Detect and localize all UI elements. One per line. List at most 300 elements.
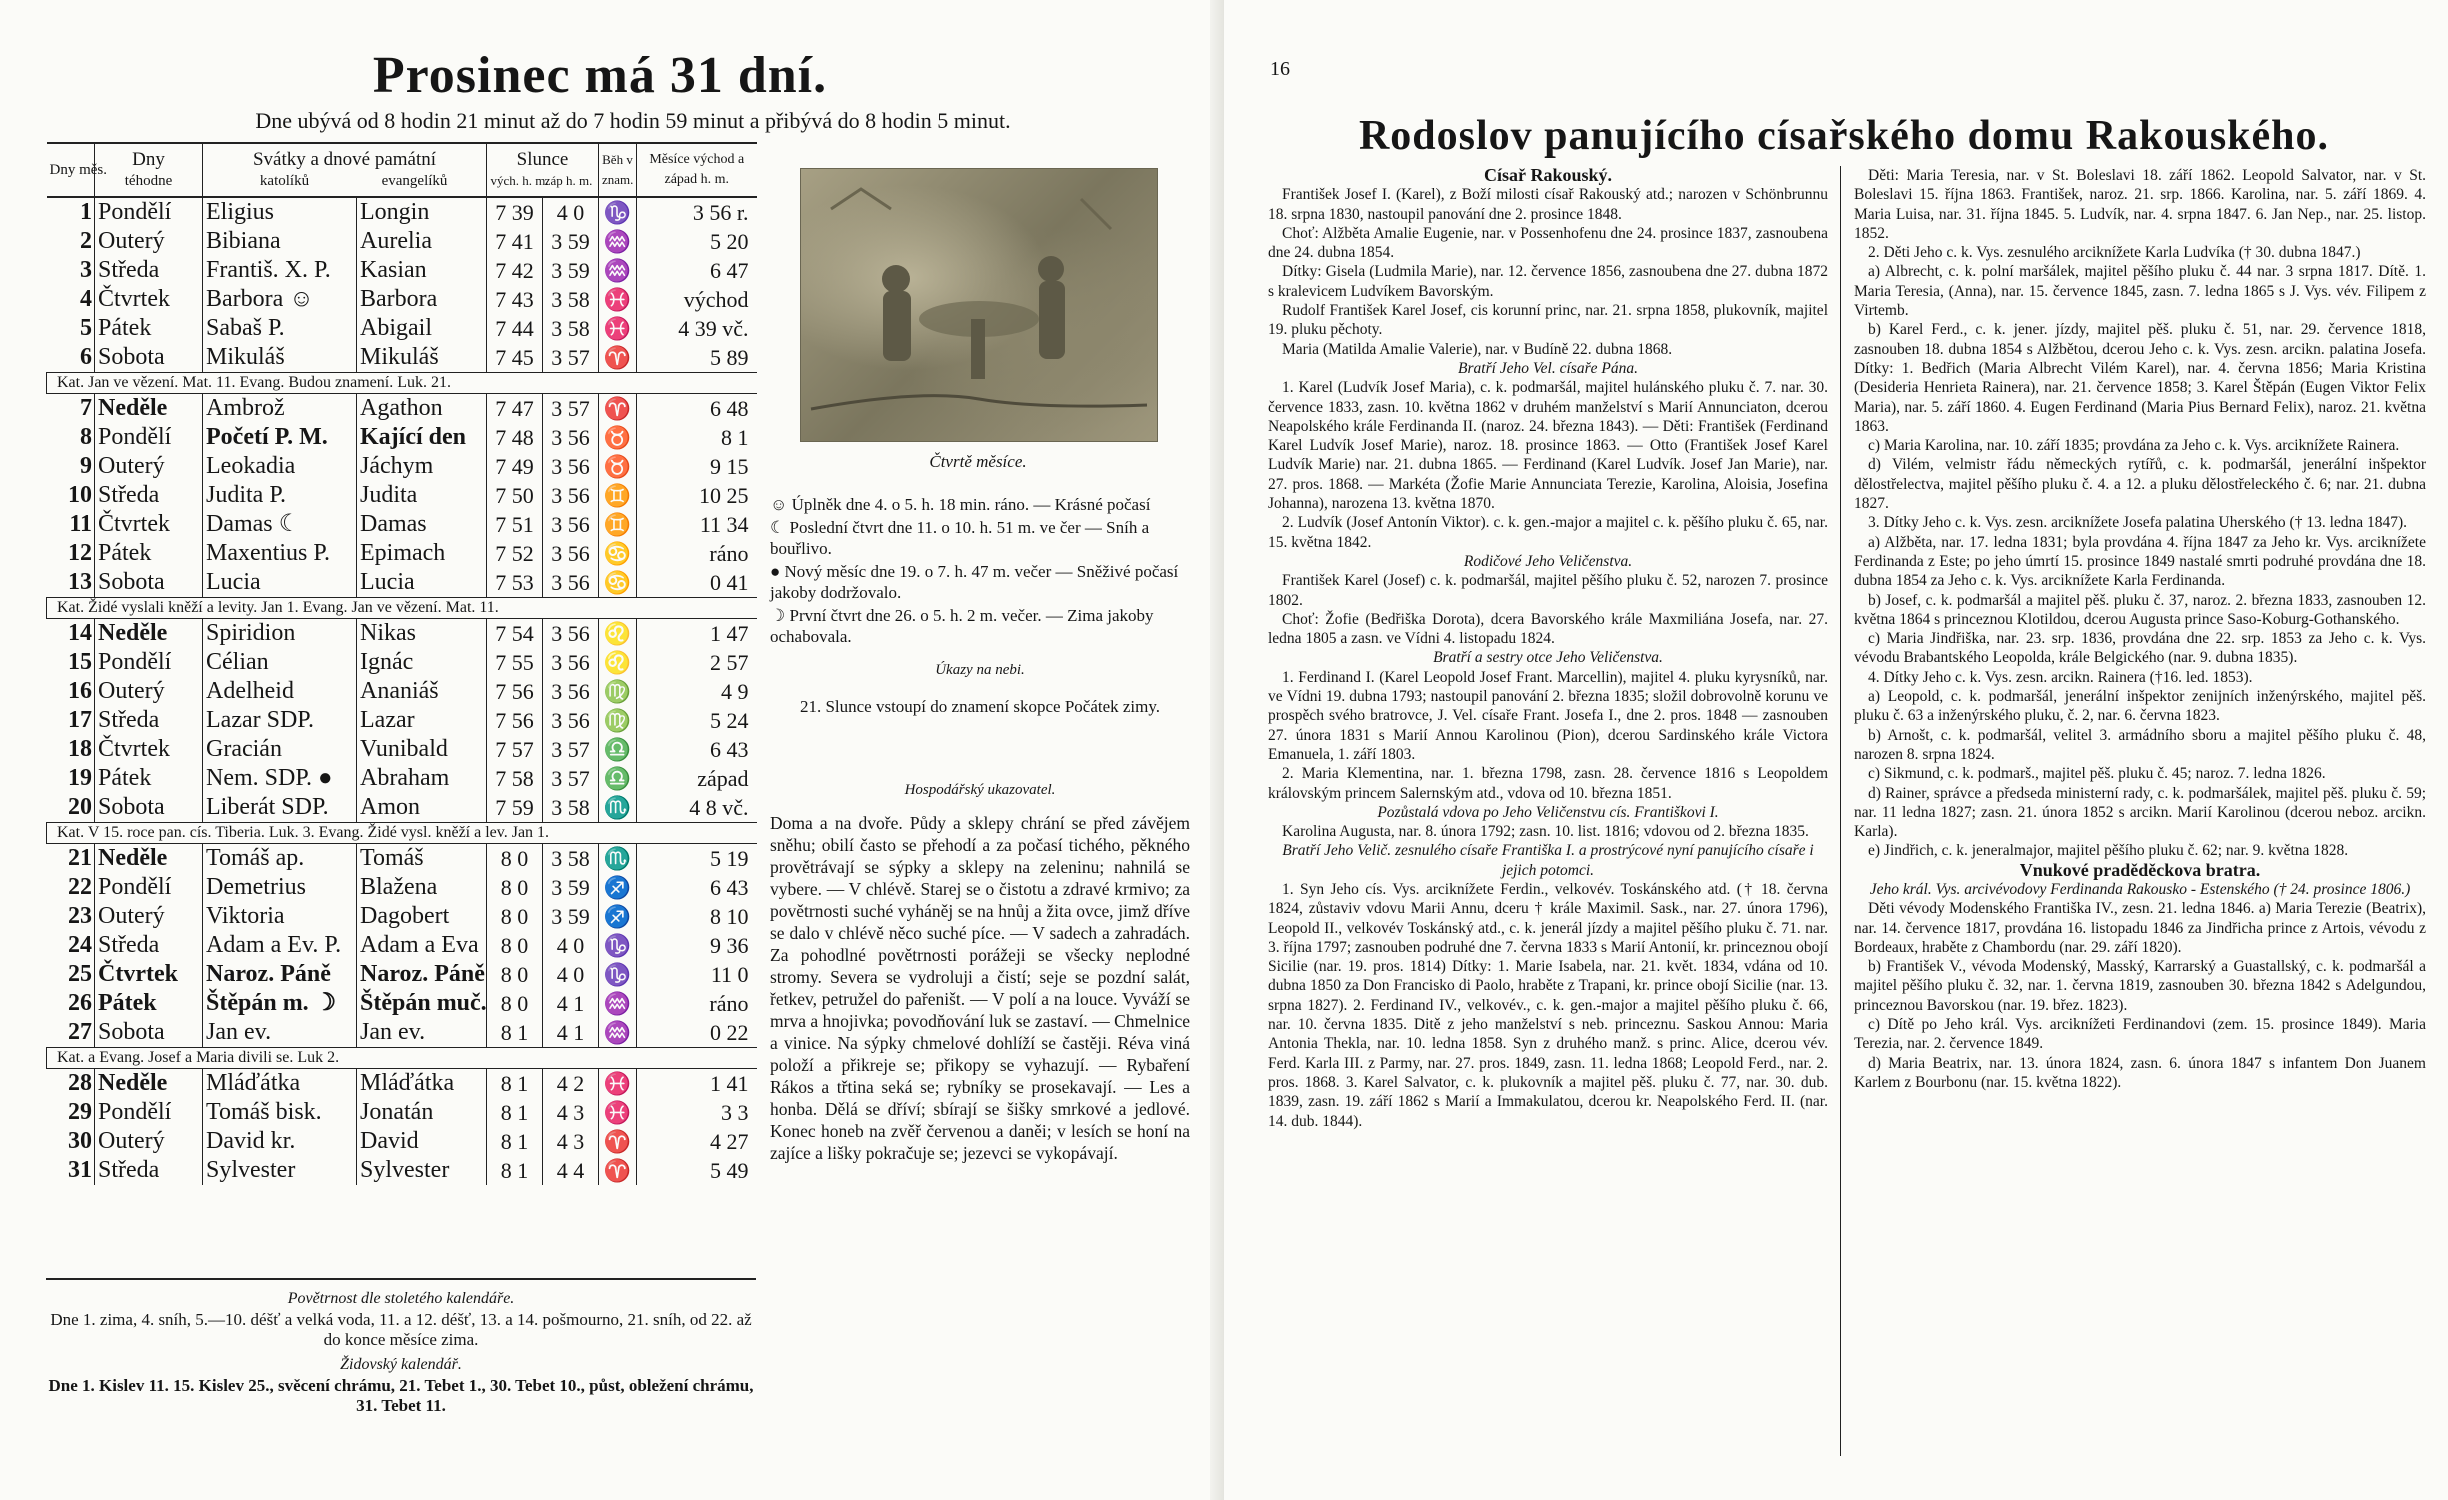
header-set: záp h. m.	[544, 172, 593, 188]
weekday: Středa	[95, 931, 203, 960]
weekday: Pátek	[95, 314, 203, 343]
zodiac-sign: ♋	[599, 568, 637, 598]
genealogy-paragraph: c) Maria Karolina, nar. 10. září 1835; provdána za Jeho c. k. Vys. arciknížete Rainera.	[1868, 437, 2400, 455]
evangelic-feast: Naroz. Páně	[357, 960, 487, 989]
genealogy-paragraph: b) Arnošt, c. k. podmaršál, velitel 3. armádního sboru a majitel pěšího pluku č. 48, narozen 8. srpna 1824.	[1854, 726, 2426, 763]
engraving-caption: Čtvrtě měsíce.	[929, 452, 1027, 471]
evangelic-feast: Aurelia	[357, 227, 487, 256]
catholic-feast: Lucia	[203, 568, 357, 598]
zodiac-sign: ♎	[599, 764, 637, 793]
moon-time: 5 49	[637, 1156, 757, 1185]
catholic-feast: Štěpán m. ☽	[203, 989, 357, 1018]
evangelic-feast: Epimach	[357, 539, 487, 568]
day-number: 1	[80, 199, 92, 225]
sunset: 3 58	[543, 314, 599, 343]
header-weekday-bottom: téhodne	[124, 172, 173, 189]
day-number: 16	[68, 678, 92, 704]
day-number: 10	[68, 482, 92, 508]
sunset: 3 57	[543, 764, 599, 793]
calendar-row	[47, 423, 757, 452]
sunset: 3 59	[543, 227, 599, 256]
weekday: Neděle	[95, 1069, 203, 1099]
evangelic-feast: Mikuláš	[357, 343, 487, 373]
weather-text: Dne 1. zima, 4. sníh, 5.—10. déšť a velká voda, 11. a 12. déšť, 13. a 14. pošmourno, 21. sníh, od 22. až do konce měsíce zima.	[50, 1310, 752, 1349]
moon-time: 1 47	[637, 619, 757, 649]
moon-time: 5 20	[637, 227, 757, 256]
catholic-feast: Sabaš P.	[203, 314, 357, 343]
sunrise: 7 41	[487, 227, 543, 256]
calendar-row	[47, 1069, 757, 1099]
zodiac-sign: ♊	[599, 510, 637, 539]
calendar-row	[47, 706, 757, 735]
evangelic-feast: Lazar	[357, 706, 487, 735]
weekday: Neděle	[95, 619, 203, 649]
genealogy-paragraph: b) Karel Ferd., c. k. jener. jízdy, majitel pěš. pluku č. 51, nar. 29. července 1818, zasnouben 18. dubna 1854 s Alžbětou, dcerou Jeho c. k. Vys. zesn. arcikn. palatina Josefa. Dítky: 1. Bedřich (Maria Albrecht Vilém Karel), nar. 4. června 1856; Maria Kristina (Desideria Henrieta Rainera), nar. 21. července 1858; 3. Karel Štěpán (Eugen Viktor Felix Maria), nar. 5. září 1860. 4. Eugen Ferdinand (Maria Pius Bernard Felix), naroz. 21. května 1863.	[1854, 321, 2426, 435]
sunrise: 7 47	[487, 394, 543, 424]
calendar-row	[47, 452, 757, 481]
zodiac-sign: ♒	[599, 1018, 637, 1048]
header-evangelic: evangelíků	[381, 172, 448, 189]
day-number: 8	[80, 424, 92, 450]
genealogy-page	[1224, 0, 2448, 1500]
evangelic-feast: Barbora	[357, 285, 487, 314]
header-moon: Měsíce východ a západ h. m.	[637, 143, 757, 197]
sunset: 4 4	[543, 1156, 599, 1185]
weekday: Středa	[95, 481, 203, 510]
moon-time: 3 56 r.	[637, 197, 757, 227]
sunrise: 7 56	[487, 677, 543, 706]
genealogy-paragraph: b) Josef, c. k. podmaršál a majitel pěš. pluku č. 37, naroz. 2. března 1833, zasnouben 12. května 1864 s princeznou Klotildou, dcerou Augusta prince Saso-Koburg-Gothanského.	[1854, 591, 2426, 628]
zodiac-sign: ♉	[599, 423, 637, 452]
genealogy-paragraph: Choť: Alžběta Amalie Eugenie, nar. v Possenhofenu dne 24. prosince 1837, zasnoubena dne 24. dubna 1854.	[1268, 224, 1828, 262]
engraving-scene	[801, 169, 1157, 441]
genealogy-paragraph: 1. Syn Jeho cís. Vys. arciknížete Ferdin., velkovév. Toskánského atd. († 18. června 1824, zůstaviv vdovu Marii Annu, dceru † krále Maximil. Sask., nar. 27. února 1796), Leopold II., velkovév Toskánský atd., c. k. jenerál jízdy a majitel pěšího pluku č. 71. nar. 3. října 1797; zasnouben podruhé dne 7. června 1833 s Marií Antonií, kr. princeznou obojí Sicilie (nar. 19. pros. 1814) Dítky: 1. Marie Isabela, nar. 21. květ. 1834, vdána od 10. dubna 1850 za Don Francisko di Paolo, hraběte z Trapani, kr. prince obojí Sicilie (nar. 13. srpna 1827). 2. Ferdinand IV., velkovév., c. k. gen.-major a majitel pěšího pluku č. 66, nar. 10. června 1835. Ditě z jeho manželství s neb. princeznu. Saskou Annou: Maria Antonia Thekla, nar. 10. ledna 1858. Syn z druhého manž. s princ. Alice, dcerou vév. Ferd. Karla III. z Parmy, nar. 27. pros. 1849, zasn. 11. ledna 1868; Leopold Ferd., nar. 2. pros. 1868. 3. Karel Salvator, c. k. plukovník a majitel pěš. pluku č. 77, nar. 30. dub. 1839, zasn. 19. září 1862 s Marií a Immakulatou, dcerou kr. Neapolského Ferd. II. (nar. 14. dub. 1844).	[1268, 880, 1828, 1130]
weekday: Outerý	[95, 227, 203, 256]
zodiac-sign: ♋	[599, 539, 637, 568]
sunset: 3 59	[543, 256, 599, 285]
day-number: 30	[68, 1128, 92, 1154]
calendar-row	[47, 1098, 757, 1127]
farm-guide-heading: Hospodářský ukazovatel.	[904, 782, 1056, 798]
sunrise: 8 0	[487, 989, 543, 1018]
sunrise: 8 1	[487, 1156, 543, 1185]
zodiac-sign: ♓	[599, 314, 637, 343]
genealogy-paragraph: František Josef I. (Karel), z Boží milosti císař Rakouský atd.; narozen v Schönbrunnu 18. srpna 1830, nastoupil panování dne 2. prosince 1848.	[1268, 186, 1828, 223]
zodiac-sign: ♑	[599, 931, 637, 960]
header-weekday-top: Dny	[132, 148, 165, 170]
weekday: Outerý	[95, 452, 203, 481]
sunrise: 8 0	[487, 902, 543, 931]
day-number: 14	[68, 620, 92, 646]
month-title: Prosinec má 31 dní.	[372, 47, 828, 104]
sunrise: 7 39	[487, 197, 543, 227]
section-subheading: Bratří a sestry otce Jeho Veličenstva.	[1433, 649, 1663, 667]
sunset: 3 56	[543, 481, 599, 510]
moon-time: 6 43	[637, 873, 757, 902]
day-number: 19	[68, 765, 92, 791]
zodiac-sign: ♒	[599, 227, 637, 256]
evangelic-feast: Dagobert	[357, 902, 487, 931]
genealogy-paragraph: 2. Maria Klementina, nar. 1. března 1798, zasn. 28. července 1816 s Leopoldem královským princem Salernským atd., vdova od 10. března 1851.	[1268, 765, 1828, 802]
genealogy-paragraph: e) Jindřich, c. k. jeneralmajor, majitel pěšího pluku č. 62; nar. 9. května 1828.	[1868, 842, 2349, 860]
sunset: 3 57	[543, 735, 599, 764]
day-number: 23	[68, 903, 92, 929]
genealogy-paragraph: Děti vévody Modenského Františka IV., zesn. 21. ledna 1846. a) Maria Terezie (Beatrix), nar. 14. července 1817, provdána 16. listopadu 1846 za Jindřicha prince z Artois, vévodu z Bordeaux, hraběte z Chambordu (nar. 29. září 1820).	[1854, 900, 2426, 956]
zodiac-sign: ♈	[599, 343, 637, 373]
weekday: Pátek	[95, 764, 203, 793]
evangelic-feast: Ignác	[357, 648, 487, 677]
sunrise: 7 49	[487, 452, 543, 481]
sunrise: 7 44	[487, 314, 543, 343]
moon-time: 5 89	[637, 343, 757, 373]
genealogy-paragraph: d) Vilém, velmistr řádu německých rytířů, c. k. podmaršál, jenerální inšpektor dělostřelectva, majitel pěšího pluku č. 4. a 12. a pluku dělostřeleckého č. 6; nar. 21. dubna 1827.	[1854, 456, 2426, 513]
section-subheading: Bratří Jeho Velič. zesnulého císaře Františka I. a prostrýcové nyní panujícího císaře i jejich potomci.	[1282, 842, 1814, 879]
day-number: 18	[68, 736, 92, 762]
genealogy-paragraph: 4. Dítky Jeho c. k. Vys. zesn. arcikn. Rainera (†16. led. 1853).	[1868, 668, 2253, 686]
sunset: 3 59	[543, 873, 599, 902]
zodiac-sign: ♈	[599, 1127, 637, 1156]
gospel-reading: Kat. a Evang. Josef a Maria divili se. Luk 2.	[47, 1048, 757, 1069]
catholic-feast: Bibiana	[203, 227, 357, 256]
zodiac-sign: ♑	[599, 960, 637, 989]
evangelic-feast: Tomáš	[357, 844, 487, 874]
gospel-reading: Kat. V 15. roce pan. cís. Tiberia. Luk. 3. Evang. Židé vysl. kněží a lev. Jan 1.	[47, 823, 757, 844]
weekday: Pátek	[95, 989, 203, 1018]
catholic-feast: Jan ev.	[203, 1018, 357, 1048]
weekday: Čtvrtek	[95, 735, 203, 764]
day-number: 5	[80, 315, 92, 341]
sunset: 3 56	[543, 510, 599, 539]
zodiac-sign: ♉	[599, 452, 637, 481]
genealogy-column-right	[1854, 166, 2426, 1092]
moon-time: 6 43	[637, 735, 757, 764]
section-subheading: Pozůstalá vdova po Jeho Veličenstvu cís. Františkovi I.	[1377, 803, 1719, 821]
sunset: 4 0	[543, 931, 599, 960]
moon-time: 1 41	[637, 1069, 757, 1099]
weekday: Čtvrtek	[95, 285, 203, 314]
jewish-calendar-text: Dne 1. Kislev 11. 15. Kislev 25., svěcení chrámu, 21. Tebet 1., 30. Tebet 10., půst, obležení chrámu, 31. Tebet 11.	[48, 1376, 754, 1415]
sunset: 3 57	[543, 394, 599, 424]
calendar-row	[47, 285, 757, 314]
header-sign: Běh v znam.	[599, 143, 637, 197]
moon-phases	[770, 494, 1190, 649]
evangelic-feast: Agathon	[357, 394, 487, 424]
evangelic-feast: Longin	[357, 197, 487, 227]
weekday: Sobota	[95, 793, 203, 823]
weekday: Středa	[95, 1156, 203, 1185]
genealogy-paragraph: Karolina Augusta, nar. 8. února 1792; zasn. 10. list. 1816; vdovou od 2. března 1835.	[1282, 823, 1809, 841]
weekday: Středa	[95, 256, 203, 285]
catholic-feast: Leokadia	[203, 452, 357, 481]
catholic-feast: Ambrož	[203, 394, 357, 424]
zodiac-sign: ♌	[599, 648, 637, 677]
day-number: 25	[68, 961, 92, 987]
catholic-feast: Naroz. Páně	[203, 960, 357, 989]
sunrise: 7 45	[487, 343, 543, 373]
weekday: Neděle	[95, 844, 203, 874]
sunset: 3 56	[543, 539, 599, 568]
calendar-row	[47, 931, 757, 960]
calendar-row	[47, 539, 757, 568]
evangelic-feast: Blažena	[357, 873, 487, 902]
calendar-row	[47, 873, 757, 902]
sunrise: 7 59	[487, 793, 543, 823]
genealogy-paragraph: 1. Ferdinand I. (Karel Leopold Josef Frant. Marcellin), majitel 4. pluku kyrysníků, nar. ve Vídni 19. dubna 1793; nastoupil panování 2. března 1835; složil dobrovolně korunu ve prospěch svého bratrovce, J. Vel. císaře Frant. Josefa I., dne 2. pros. 1848 — zasnouben 27. února 1831 s Marií Annou Karolinou (Pion), dcerou Sardinského krále Victora Emanuela, 1. září 1803.	[1268, 668, 1828, 763]
evangelic-feast: Damas	[357, 510, 487, 539]
weekday: Pondělí	[95, 423, 203, 452]
engraving-illustration	[800, 168, 1158, 442]
day-number: 26	[68, 990, 92, 1016]
moon-time: 4 8 vč.	[637, 793, 757, 823]
moon-phase-new: ● Nový měsíc dne 19. o 7. h. 47 m. večer — Sněživé počasí jakoby dodržovalo.	[770, 562, 1179, 602]
sunset: 4 0	[543, 960, 599, 989]
genealogy-paragraph: d) Maria Beatrix, nar. 13. února 1824, zasn. 6. února 1847 s infantem Don Juanem Karlem z Bourbonu (nar. 15. května 1822).	[1854, 1054, 2426, 1091]
header-day-of-month: Dny měs.	[47, 143, 95, 197]
sunrise: 8 1	[487, 1127, 543, 1156]
sunset: 3 56	[543, 648, 599, 677]
moon-time: 8 1	[637, 423, 757, 452]
farm-guide-text: Doma a na dvoře. Půdy a sklepy chrání se před závějem sněhu; obilí často se přehodí a za počasí tichého, pěkného provětrávají se sýpky a sklepy na zeleninu; nahnilá se vybere. — V chlévě. Starej se o čistotu a zdravé krmivo; za povětrnosti suché vyháněj se na hnůj a žita ovce, jimž dříve se dalo v chlévě něco suché píce. — V sadech a zahradách. Za pohodlné povětrnosti porážeji se všecky neplodné stromy. Severa se vydroluji a čistí; seje se pozdní salát, řetkev, petružel do pařeništ. — V polí a na louce. Vyváží se mrva a hnojivka; povodňování luk se zastaví. — Chmelnice a vinice. Na sýpky chmelové dohlíží se častěji. Réva viná položí a přikreje se; přikopy se vyhazují. — Rybaření Rákos a třtina seká se; rybníky se prosekavají. — Les a honba. Dělá se dříví; sbírají se šišky smrkové a jedlové. Konec honeb na zvěř červenou a daněi; v lesích se honí na zajíce a lišky pokračuje se; jezevci se vykopávají.	[770, 813, 1190, 1163]
evangelic-feast: Vunibald	[357, 735, 487, 764]
moon-time: 11 34	[637, 510, 757, 539]
sunrise: 7 57	[487, 735, 543, 764]
zodiac-sign: ♐	[599, 902, 637, 931]
day-number: 12	[68, 540, 92, 566]
sunrise: 7 58	[487, 764, 543, 793]
calendar-row	[47, 960, 757, 989]
sunset: 3 58	[543, 285, 599, 314]
catholic-feast: Tomáš ap.	[203, 844, 357, 874]
genealogy-paragraph: c) Dítě po Jeho král. Vys. arciknížeti Ferdinandovi (zem. 15. prosince 1849). Maria Terezia, nar. 2. července 1849.	[1854, 1016, 2426, 1053]
header-feasts-top: Svátky a dnové památní	[252, 148, 437, 170]
moon-time: ráno	[637, 989, 757, 1018]
day-number: 15	[68, 649, 92, 675]
calendar-row	[47, 314, 757, 343]
catholic-feast: Adam a Ev. P.	[203, 931, 357, 960]
day-number: 6	[80, 344, 92, 370]
day-number: 24	[68, 932, 92, 958]
catholic-feast: Damas ☾	[203, 510, 357, 539]
section-subheading: Bratří Jeho Vel. císaře Pána.	[1458, 359, 1638, 377]
catholic-feast: Célian	[203, 648, 357, 677]
genealogy-paragraph: Maria (Matilda Amalie Valerie), nar. v Budíně 22. dubna 1868.	[1282, 340, 1673, 358]
weekday: Outerý	[95, 677, 203, 706]
catholic-feast: Demetrius	[203, 873, 357, 902]
calendar-row	[47, 343, 757, 373]
sunset: 4 3	[543, 1127, 599, 1156]
sunset: 3 56	[543, 677, 599, 706]
day-number: 4	[80, 286, 92, 312]
evangelic-feast: Mláďátka	[357, 1069, 487, 1099]
genealogy-paragraph: František Karel (Josef) c. k. podmaršál, majitel pěšího pluku č. 52, narozen 7. prosince 1802.	[1268, 572, 1828, 609]
sunrise: 8 0	[487, 960, 543, 989]
weekday: Pondělí	[95, 197, 203, 227]
moon-time: 6 48	[637, 394, 757, 424]
genealogy-paragraph: 3. Dítky Jeho c. k. Vys. zesn. arciknížete Josefa palatina Uherského († 13. ledna 1847).	[1868, 514, 2408, 532]
sunrise: 8 1	[487, 1069, 543, 1099]
genealogy-paragraph: 1. Karel (Ludvík Josef Maria), c. k. podmaršál, majitel hulánského pluku č. 7. nar. 30. července 1833, zasn. 10. května 1862 v druhém manželství s Marií Annunciaton, dcerou Neapolského krále Ferdinanda II. (naroz. 24. března 1843). — Děti: František (Ferdinand Karel Ludvík Josef Marie), naroz. 18. prosince 1863. — Otto (František Josef Karel Ludvík Marie) nar. 21. dubna 1865. — Ferdinand (Karel Ludvík. Josef Jan Marie), nar. 27. pros. 1868. — Markéta (Žofie Marie Annunciata Terezie, Karolina, Aloisia, Josefina Johanna), narozena 13. května 1870.	[1268, 379, 1828, 513]
calendar-row	[47, 793, 757, 823]
section-subheading: Rodičové Jeho Veličenstva.	[1463, 552, 1633, 570]
gospel-reading-row	[47, 823, 757, 844]
calendar-header	[47, 143, 757, 197]
day-number: 9	[80, 453, 92, 479]
calendar-body	[47, 197, 757, 1185]
evangelic-feast: Sylvester	[357, 1156, 487, 1185]
calendar-row	[47, 764, 757, 793]
weekday: Sobota	[95, 1018, 203, 1048]
weekday: Pondělí	[95, 1098, 203, 1127]
calendar-row	[47, 844, 757, 874]
zodiac-sign: ♓	[599, 1098, 637, 1127]
evangelic-feast: Nikas	[357, 619, 487, 649]
weekday: Outerý	[95, 1127, 203, 1156]
zodiac-sign: ♏	[599, 793, 637, 823]
evangelic-feast: Jáchym	[357, 452, 487, 481]
catholic-feast: Lazar SDP.	[203, 706, 357, 735]
moon-time: 3 3	[637, 1098, 757, 1127]
moon-phase-first-quarter: ☽ První čtvrt dne 26. o 5. h. 2 m. večer. — Zima jakoby ochabovala.	[770, 606, 1154, 646]
weekday: Čtvrtek	[95, 960, 203, 989]
zodiac-sign: ♍	[599, 706, 637, 735]
sunrise: 8 1	[487, 1098, 543, 1127]
evangelic-feast: Jonatán	[357, 1098, 487, 1127]
sunrise: 7 50	[487, 481, 543, 510]
day-number: 2	[80, 228, 92, 254]
zodiac-sign: ♒	[599, 989, 637, 1018]
moon-time: západ	[637, 764, 757, 793]
day-number: 22	[68, 874, 92, 900]
moon-time: východ	[637, 285, 757, 314]
catholic-feast: Liberát SDP.	[203, 793, 357, 823]
daylight-note: Dne ubývá od 8 hodin 21 minut až do 7 hodin 59 minut a přibývá do 8 hodin 5 minut.	[255, 108, 1011, 133]
sunset: 3 58	[543, 793, 599, 823]
sunset: 4 0	[543, 197, 599, 227]
genealogy-paragraph: Rudolf František Karel Josef, cis korunní princ, nar. 21. srpna 1858, plukovník, majitel 19. pluku pěchoty.	[1268, 302, 1828, 339]
column-divider	[1840, 166, 1841, 1456]
evangelic-feast: Štěpán muč.	[357, 989, 487, 1018]
calendar-row	[47, 197, 757, 227]
header-sun	[487, 143, 599, 197]
sunrise: 8 1	[487, 1018, 543, 1048]
evangelic-feast: Amon	[357, 793, 487, 823]
day-number: 20	[68, 794, 92, 820]
header-weekday	[95, 143, 203, 197]
sunset: 4 2	[543, 1069, 599, 1099]
table-bottom-rule	[46, 1278, 756, 1280]
genealogy-paragraph: Choť: Žofie (Bedřiška Dorota), dcera Bavorského krále Maxmiliána Josefa, nar. 27. ledna 1805 a zasn. ve Vídni 4. listopadu 1824.	[1268, 610, 1828, 648]
evangelic-feast: Adam a Eva	[357, 931, 487, 960]
sunrise: 7 54	[487, 619, 543, 649]
gospel-reading-row	[47, 1048, 757, 1069]
sunrise: 8 0	[487, 844, 543, 874]
catholic-feast: David kr.	[203, 1127, 357, 1156]
moon-time: 4 27	[637, 1127, 757, 1156]
zodiac-sign: ♌	[599, 619, 637, 649]
zodiac-sign: ♈	[599, 1156, 637, 1185]
sunrise: 8 0	[487, 873, 543, 902]
catholic-feast: Adelheid	[203, 677, 357, 706]
sunset: 3 56	[543, 568, 599, 598]
sunrise: 7 48	[487, 423, 543, 452]
catholic-feast: Mikuláš	[203, 343, 357, 373]
moon-time: 6 47	[637, 256, 757, 285]
calendar-row	[47, 989, 757, 1018]
weather-heading: Povětrnost dle stoletého kalendáře.	[287, 1290, 515, 1307]
sunset: 3 58	[543, 844, 599, 874]
moon-time: 11 0	[637, 960, 757, 989]
sunset: 3 59	[543, 902, 599, 931]
evangelic-feast: Judita	[357, 481, 487, 510]
moon-time: 4 9	[637, 677, 757, 706]
page-number: 16	[1270, 58, 1290, 80]
catholic-feast: Tomáš bisk.	[203, 1098, 357, 1127]
zodiac-sign: ♑	[599, 197, 637, 227]
gospel-reading: Kat. Jan ve vězení. Mat. 11. Evang. Budou znamení. Luk. 21.	[47, 373, 757, 394]
moon-time: 0 41	[637, 568, 757, 598]
day-number: 28	[68, 1070, 92, 1096]
section-subheading: Jeho král. Vys. arcivévodovy Ferdinanda Rakousko - Estenského († 24. prosince 1806.)	[1869, 880, 2411, 898]
zodiac-sign: ♍	[599, 677, 637, 706]
catholic-feast: Viktoria	[203, 902, 357, 931]
sunset: 4 3	[543, 1098, 599, 1127]
catholic-feast: Mláďátka	[203, 1069, 357, 1099]
gospel-reading-row	[47, 598, 757, 619]
moon-time: 5 24	[637, 706, 757, 735]
genealogy-paragraph: 2. Ludvík (Josef Antonín Viktor). c. k. gen.-major a majitel c. k. pěšího pluku č. 65, nar. 15. května 1842.	[1268, 514, 1828, 551]
moon-time: 5 19	[637, 844, 757, 874]
calendar-row	[47, 735, 757, 764]
jewish-calendar-heading: Židovský kalendář.	[340, 1356, 462, 1373]
sunrise: 8 0	[487, 931, 543, 960]
catholic-feast: Gracián	[203, 735, 357, 764]
weekday: Čtvrtek	[95, 510, 203, 539]
sunrise: 7 52	[487, 539, 543, 568]
catholic-feast: Judita P.	[203, 481, 357, 510]
sunrise: 7 53	[487, 568, 543, 598]
zodiac-sign: ♓	[599, 285, 637, 314]
genealogy-column-left	[1268, 166, 1828, 1131]
moon-phase-full: ☺ Úplněk dne 4. o 5. h. 18 min. ráno. — Krásné počasí	[770, 495, 1151, 514]
sunset: 4 1	[543, 1018, 599, 1048]
day-number: 17	[68, 707, 92, 733]
weekday: Pondělí	[95, 873, 203, 902]
weekday: Neděle	[95, 394, 203, 424]
calendar-row	[47, 394, 757, 424]
calendar-row	[47, 902, 757, 931]
calendar-row	[47, 568, 757, 598]
genealogy-paragraph: a) Alžběta, nar. 17. ledna 1831; byla provdána 4. října 1847 za Jeho kr. Vys. arciknížete Ferdinanda z Este; po jeho úmrtí 15. prosince 1849 nastalé smrti podruhé provdána dne 18. dubna 1854 za Jeho c. k. Vys. arciknížete Karla Ferdinanda.	[1854, 533, 2426, 590]
moon-phase-last-quarter: ☾ Poslední čtvrt dne 11. o 10. h. 51 m. ve čer — Sníh a bouřlivo.	[770, 518, 1150, 558]
sunset: 3 56	[543, 452, 599, 481]
weekday: Outerý	[95, 902, 203, 931]
sunrise: 7 56	[487, 706, 543, 735]
genealogy-paragraph: 2. Děti Jeho c. k. Vys. zesnulého arciknížete Karla Ludvíka († 30. dubna 1847.)	[1868, 244, 2361, 262]
moon-time: 9 15	[637, 452, 757, 481]
evangelic-feast: Kasian	[357, 256, 487, 285]
section-heading: Vnukové praděděckova bratra.	[2019, 859, 2261, 880]
day-number: 21	[68, 845, 92, 871]
weekday: Středa	[95, 706, 203, 735]
section-heading: Císař Rakouský.	[1483, 165, 1613, 185]
catholic-feast: Maxentius P.	[203, 539, 357, 568]
gospel-reading: Kat. Židé vyslali kněží a levity. Jan 1. Evang. Jan ve vězení. Mat. 11.	[47, 598, 757, 619]
calendar-row	[47, 619, 757, 649]
moon-time: 4 39 vč.	[637, 314, 757, 343]
genealogy-paragraph: Děti: Maria Teresia, nar. v St. Boleslavi 18. září 1862. Leopold Salvator, nar. v St. Boleslavi 15. října 1863. František, naroz. 21. srp. 1866. Karolina, nar. 5. září 1869. 4. Maria Luisa, nar. 31. října 1845. 5. Ludvík, nar. 4. srpna 1847. 6. Jan Nep., nar. 25. listop. 1852.	[1854, 167, 2426, 242]
calendar-row	[47, 1156, 757, 1185]
catholic-feast: Nem. SDP. ●	[203, 764, 357, 793]
